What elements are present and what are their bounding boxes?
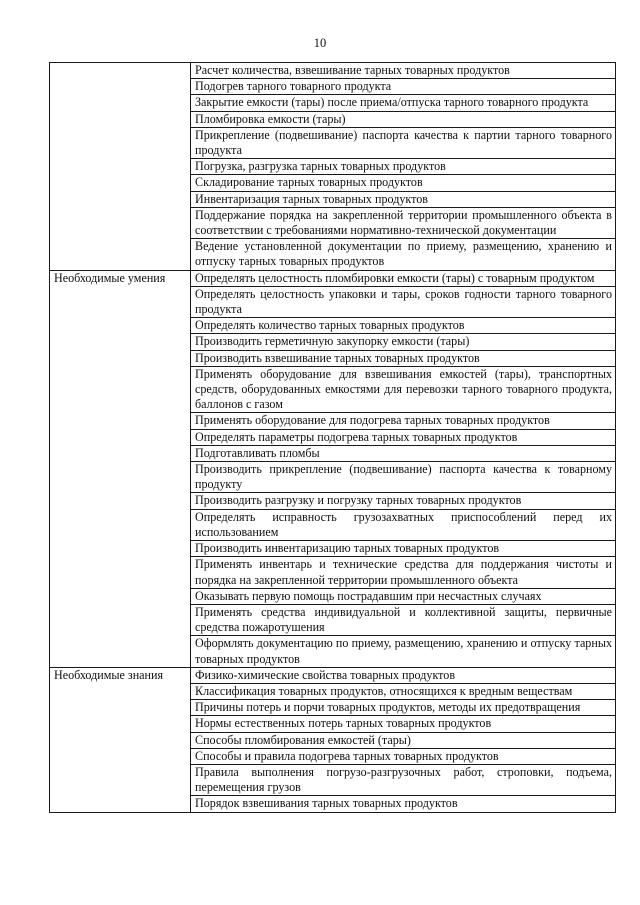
table-cell: Применять средства индивидуальной и коллективной защиты, первичные средства пожаротушения bbox=[191, 604, 616, 635]
table-cell: Подогрев тарного товарного продукта bbox=[191, 79, 616, 95]
table-row bbox=[50, 667, 616, 683]
table-cell: Складирование тарных товарных продуктов bbox=[191, 175, 616, 191]
table-cell: Погрузка, разгрузка тарных товарных продуктов bbox=[191, 159, 616, 175]
table-cell: Определять целостность упаковки и тары, сроков годности тарного товарного продукта bbox=[191, 286, 616, 317]
table-cell: Определять исправность грузозахватных приспособлений перед их использованием bbox=[191, 509, 616, 540]
qualification-table-body bbox=[50, 63, 616, 813]
table-cell: Порядок взвешивания тарных товарных продуктов bbox=[191, 796, 616, 812]
table-cell: Ведение установленной документации по приему, размещению, хранению и отпуску тарных товарных продуктов bbox=[191, 239, 616, 270]
table-cell: Причины потерь и порчи товарных продуктов, методы их предотвращения bbox=[191, 700, 616, 716]
table-cell: Оказывать первую помощь пострадавшим при несчастных случаях bbox=[191, 588, 616, 604]
table-cell: Применять оборудование для подогрева тарных товарных продуктов bbox=[191, 413, 616, 429]
table-cell: Производить разгрузку и погрузку тарных товарных продуктов bbox=[191, 493, 616, 509]
table-cell: Производить прикрепление (подвешивание) паспорта качества к товарному продукту bbox=[191, 462, 616, 493]
table-cell: Применять оборудование для взвешивания емкостей (тары), транспортных средств, оборудованных емкостями для перевозки тарного товарного продукта, баллонов с газом bbox=[191, 366, 616, 413]
table-cell: Пломбировка емкости (тары) bbox=[191, 111, 616, 127]
section-required-skills-label: Необходимые умения bbox=[50, 270, 191, 667]
table-cell: Нормы естественных потерь тарных товарных продуктов bbox=[191, 716, 616, 732]
section-required-knowledge-label: Необходимые знания bbox=[50, 667, 191, 812]
table-cell: Способы пломбирования емкостей (тары) bbox=[191, 732, 616, 748]
table-cell: Классификация товарных продуктов, относящихся к вредным веществам bbox=[191, 683, 616, 699]
table-cell: Закрытие емкости (тары) после приема/отпуска тарного товарного продукта bbox=[191, 95, 616, 111]
section-job-actions-label bbox=[50, 63, 191, 271]
table-cell: Инвентаризация тарных товарных продуктов bbox=[191, 191, 616, 207]
table-cell: Применять инвентарь и технические средства для поддержания чистоты и порядка на закрепленной территории промышленного объекта bbox=[191, 557, 616, 588]
table-cell: Определять параметры подогрева тарных товарных продуктов bbox=[191, 429, 616, 445]
page-number: 10 bbox=[313, 36, 327, 50]
table-cell: Производить инвентаризацию тарных товарных продуктов bbox=[191, 541, 616, 557]
table-row bbox=[50, 270, 616, 286]
table-cell: Оформлять документацию по приему, размещению, хранению и отпуску тарных товарных продуктов bbox=[191, 636, 616, 667]
qualification-table bbox=[49, 62, 616, 813]
table-cell: Определять количество тарных товарных продуктов bbox=[191, 318, 616, 334]
table-cell: Правила выполнения погрузо-разгрузочных работ, строповки, подъема, перемещения грузов bbox=[191, 764, 616, 795]
table-cell: Производить взвешивание тарных товарных продуктов bbox=[191, 350, 616, 366]
table-cell: Определять целостность пломбировки емкости (тары) с товарным продуктом bbox=[191, 270, 616, 286]
table-cell: Поддержание порядка на закрепленной территории промышленного объекта в соответствии с требованиями нормативно-технической документации bbox=[191, 207, 616, 238]
table-row bbox=[50, 63, 616, 79]
table-cell: Способы и правила подогрева тарных товарных продуктов bbox=[191, 748, 616, 764]
table-cell: Прикрепление (подвешивание) паспорта качества к партии тарного товарного продукта bbox=[191, 127, 616, 158]
table-cell: Расчет количества, взвешивание тарных товарных продуктов bbox=[191, 63, 616, 79]
table-cell: Подготавливать пломбы bbox=[191, 445, 616, 461]
table-cell: Производить герметичную закупорку емкости (тары) bbox=[191, 334, 616, 350]
table-cell: Физико-химические свойства товарных продуктов bbox=[191, 667, 616, 683]
